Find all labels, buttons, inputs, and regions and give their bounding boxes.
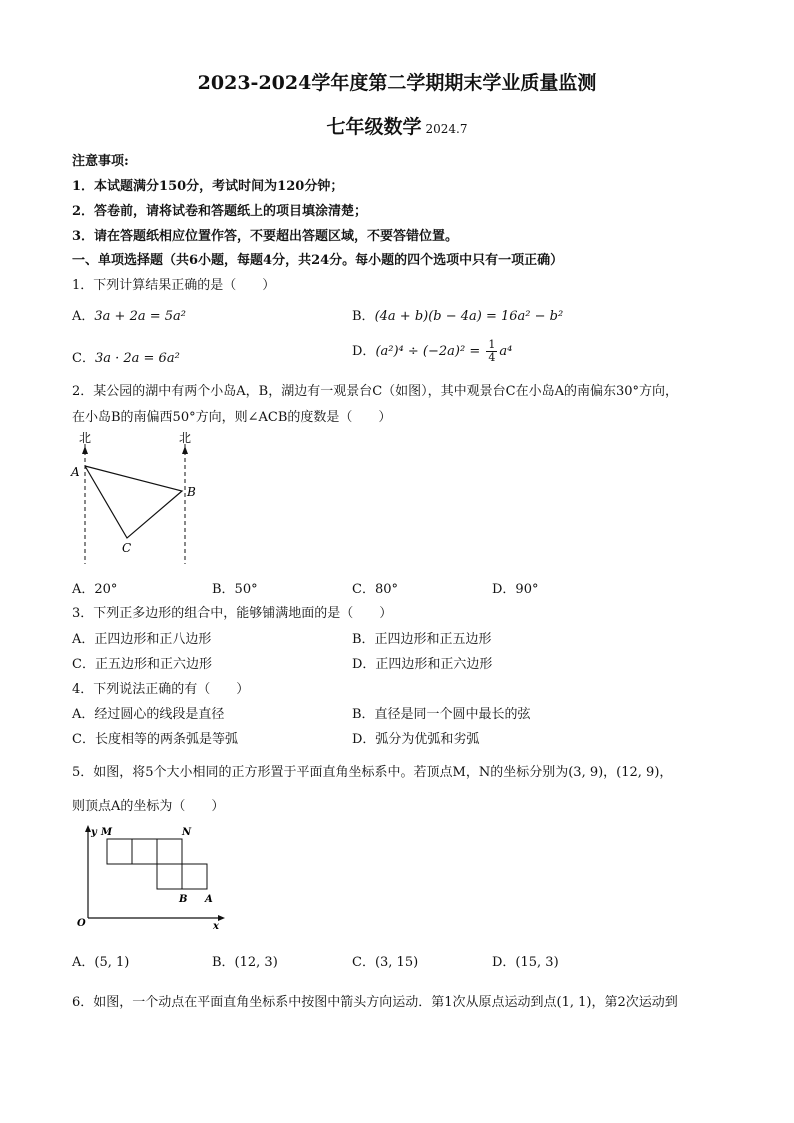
question-3-stem: 3．下列正多边形的组合中，能够铺满地面的是（ ） <box>72 606 393 621</box>
exam-title: 2023-2024学年度第二学期期末学业质量监测 <box>197 72 597 94</box>
q3-option-c: C．正五边形和正六边形 <box>72 657 212 672</box>
q4-option-b: B．直径是同一个圆中最长的弦 <box>352 707 531 722</box>
y-axis-label: y <box>91 827 97 838</box>
square <box>157 864 182 889</box>
arrow-up-icon <box>82 446 88 454</box>
notice-item: 3．请在答题纸相应位置作答，不要超出答题区域，不要答错位置。 <box>72 229 459 244</box>
question-1-stem: 1．下列计算结果正确的是（ ） <box>72 278 276 293</box>
north-label-left: 北 <box>79 432 92 445</box>
fraction <box>486 339 497 364</box>
origin-label: O <box>77 918 86 929</box>
q2-option-b: B．50° <box>212 582 258 597</box>
point-a-label: A <box>205 894 213 905</box>
question-6-stem: 6．如图，一个动点在平面直角坐标系中按图中箭头方向运动．第1次从原点运动到点(1, 1)，第2次运动到 <box>72 995 678 1010</box>
q1-option-b <box>352 305 563 324</box>
question-4-stem: 4．下列说法正确的有（ ） <box>72 682 250 697</box>
q5-option-d: D．(15, 3) <box>492 955 559 970</box>
question-2-stem-line1: 2．某公园的湖中有两个小岛A，B，湖边有一观景台C（如图），其中观景台C在小岛A的南偏东30°方向， <box>72 384 679 399</box>
q3-option-a: A．正四边形和正八边形 <box>72 632 212 647</box>
x-axis-label: x <box>213 921 219 932</box>
subject-label: 七年级数学 <box>326 116 422 138</box>
q2-option-c: C．80° <box>352 582 398 597</box>
option-text: (4a + b)(b − 4a) = 16a² − b² <box>374 309 564 324</box>
q3-option-d: D．正四边形和正六边形 <box>352 657 493 672</box>
option-label: C． <box>72 351 95 366</box>
point-b-label: B <box>187 485 196 499</box>
q5-figure <box>72 822 232 932</box>
fraction-denominator: 4 <box>488 351 496 364</box>
option-text-tail: a⁴ <box>499 344 513 359</box>
question-2-stem-line2: 在小岛B的南偏西50°方向，则∠ACB的度数是（ ） <box>72 410 392 425</box>
q1-option-d <box>352 339 512 364</box>
point-n-label: N <box>182 827 192 838</box>
arrow-up-icon <box>182 446 188 454</box>
q1-option-a <box>72 305 186 324</box>
q1-option-c <box>72 347 180 366</box>
option-label: B． <box>352 309 375 324</box>
option-text: 3a · 2a = 6a² <box>94 351 180 366</box>
option-text: 3a + 2a = 5a² <box>94 309 186 324</box>
q2-option-a: A．20° <box>72 582 118 597</box>
question-5-stem-line2: 则顶点A的坐标为（ ） <box>72 799 225 814</box>
exam-date: 2024.7 <box>425 122 468 136</box>
square <box>132 839 157 864</box>
fraction-numerator: 1 <box>488 338 496 351</box>
square <box>107 839 132 864</box>
q4-option-c: C．长度相等的两条弧是等弧 <box>72 732 238 747</box>
notice-heading: 注意事项: <box>72 154 129 169</box>
option-label: A． <box>72 309 95 324</box>
question-5-stem-line1: 5．如图，将5个大小相同的正方形置于平面直角坐标系中。若顶点M，N的坐标分别为(3, 9)，(12, 9)， <box>72 765 673 780</box>
point-a-label: A <box>71 465 80 479</box>
triangle-acb <box>85 466 182 538</box>
north-label-right: 北 <box>179 432 192 445</box>
arrow-right-icon <box>218 915 225 921</box>
square <box>157 839 182 864</box>
option-label: D． <box>352 344 376 359</box>
option-text: (a²)⁴ ÷ (−2a)² = <box>375 344 485 359</box>
q5-option-b: B．(12, 3) <box>212 955 278 970</box>
q2-figure <box>68 432 208 572</box>
square <box>182 864 207 889</box>
point-c-label: C <box>122 541 132 555</box>
q2-option-d: D．90° <box>492 582 539 597</box>
point-m-label: M <box>101 827 113 838</box>
q5-option-a: A．(5, 1) <box>72 955 130 970</box>
q3-option-b: B．正四边形和正五边形 <box>352 632 492 647</box>
q5-option-c: C．(3, 15) <box>352 955 419 970</box>
notice-item: 2．答卷前，请将试卷和答题纸上的项目填涂清楚； <box>72 204 368 219</box>
exam-subtitle <box>0 112 794 139</box>
notice-item: 1．本试题满分150分，考试时间为120分钟； <box>72 179 344 194</box>
section-heading: 一、单项选择题（共6小题，每题4分，共24分。每小题的四个选项中只有一项正确） <box>72 253 564 268</box>
point-b-label: B <box>179 894 188 905</box>
q4-option-a: A．经过圆心的线段是直径 <box>72 707 225 722</box>
q4-option-d: D．弧分为优弧和劣弧 <box>352 732 480 747</box>
